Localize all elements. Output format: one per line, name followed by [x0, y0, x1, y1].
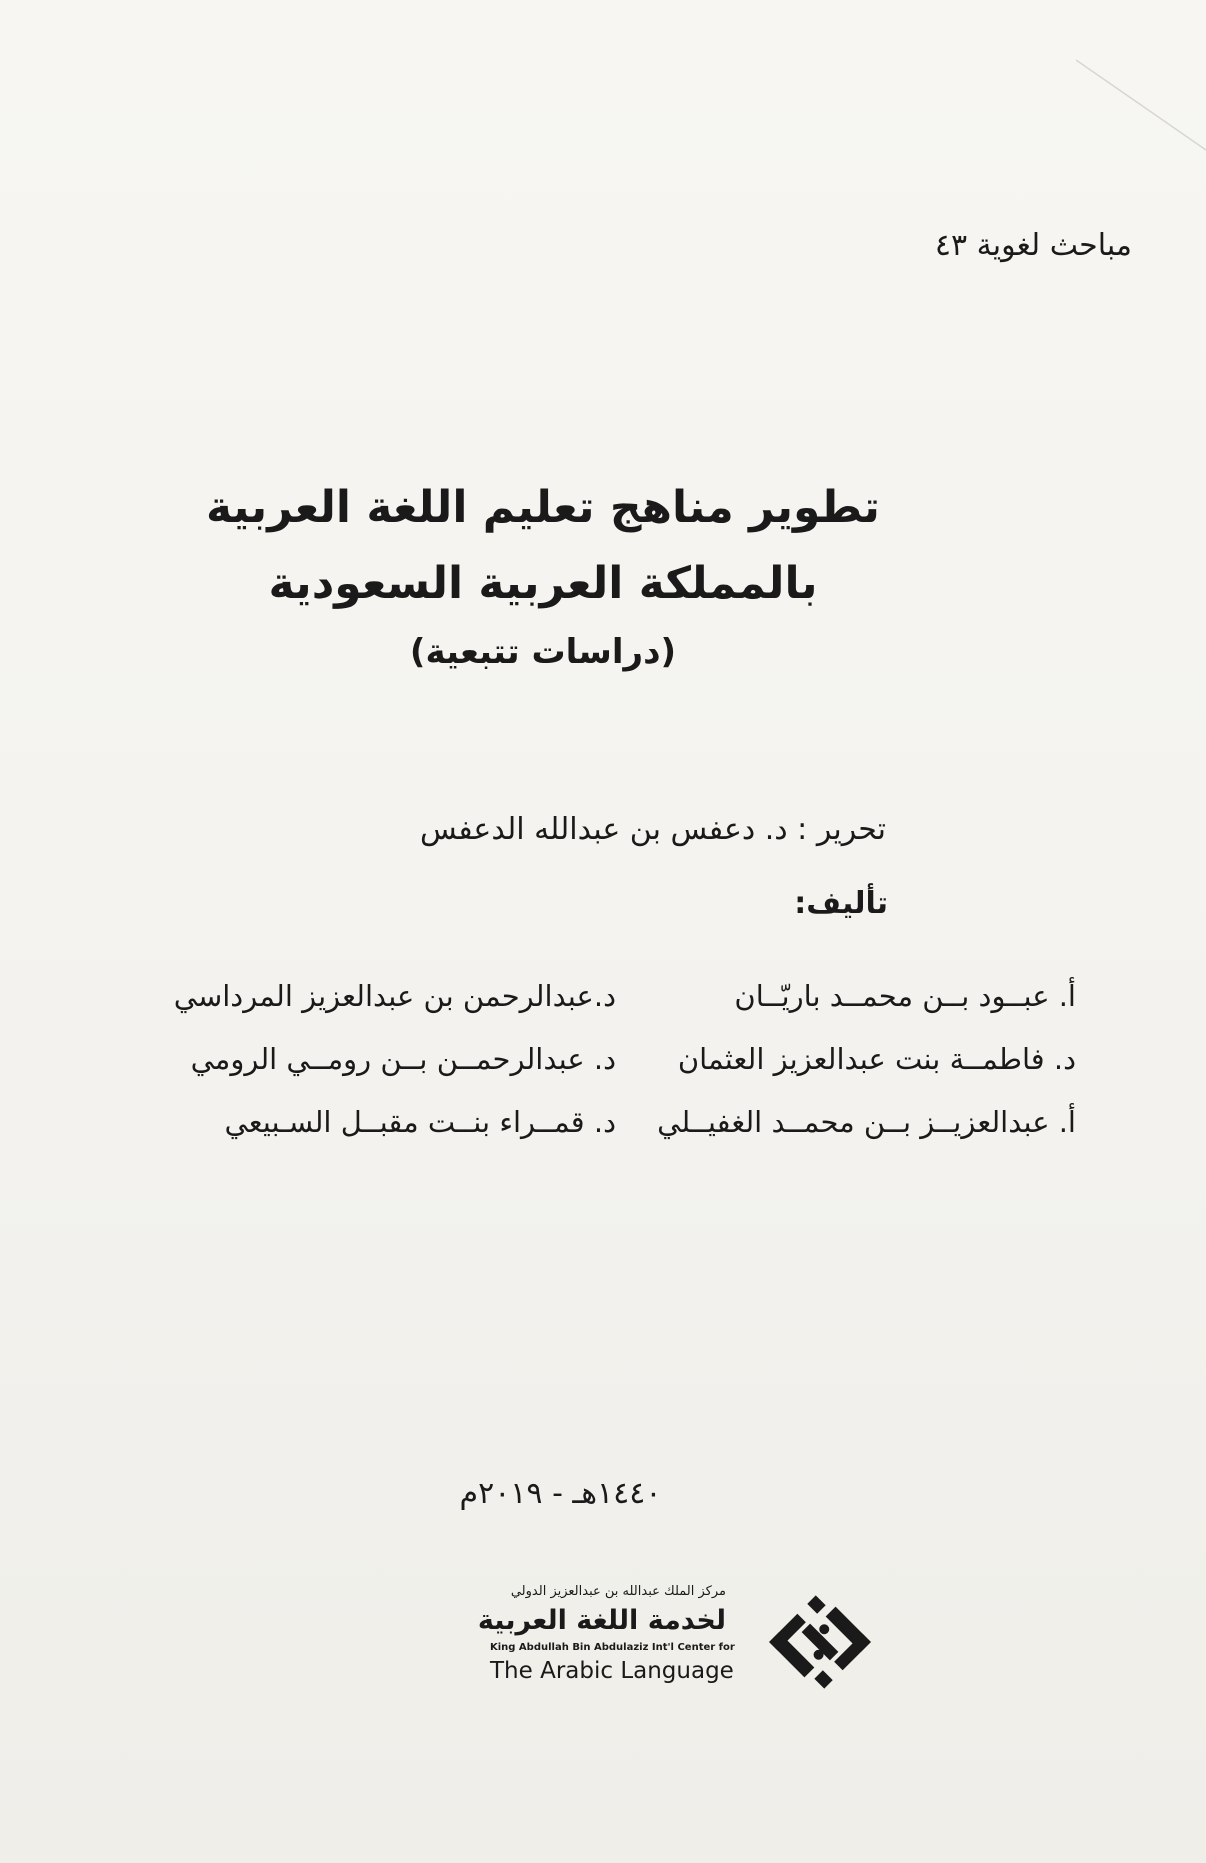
author-name: د. قمــراء بنــت مقبــل السـبيعي: [224, 1105, 616, 1139]
authorship-label: تأليف:: [794, 886, 888, 921]
author-name: د.عبدالرحمن بن عبدالعزيز المرداسي: [173, 979, 616, 1013]
logo-english-small: King Abdullah Bin Abdulaziz Int'l Center for: [490, 1642, 735, 1653]
author-row: [116, 965, 1076, 1028]
author-name: د. عبدالرحمــن بــن رومــي الرومي: [190, 1042, 616, 1076]
center-logo: [477, 1582, 890, 1702]
calligraphy-emblem-icon: [750, 1582, 890, 1702]
author-row: [116, 1028, 1076, 1091]
title-line-2: بالمملكة العربية السعودية: [268, 558, 818, 609]
publication-date: ١٤٤٠هـ - ٢٠١٩م: [459, 1476, 662, 1511]
logo-text: [477, 1582, 735, 1686]
author-row: [116, 1091, 1076, 1154]
logo-arabic-small: مركز الملك عبدالله بن عبدالعزيز الدولي: [510, 1584, 726, 1599]
author-name: د. فاطمــة بنت عبدالعزيز العثمان: [677, 1042, 1076, 1076]
subtitle: (دراسات تتبعية): [409, 632, 677, 672]
page-crease: [1076, 0, 1206, 180]
title-block: [0, 470, 1206, 682]
authors-list: [116, 965, 1076, 1154]
author-name: أ. عبدالعزيــز بــن محمــد الغفيــلي: [657, 1105, 1076, 1139]
logo-arabic-main: لخدمة اللغة العربية: [477, 1605, 726, 1636]
series-label: مباحث لغوية ٤٣: [934, 228, 1132, 263]
editor-line: تحرير : د. دعفس بن عبدالله الدعفس: [420, 812, 886, 847]
title-line-1: تطوير مناهج تعليم اللغة العربية: [206, 482, 880, 533]
author-name: أ. عبــود بــن محمــد باريّــان: [734, 979, 1076, 1013]
logo-english-main: The Arabic Language: [490, 1658, 734, 1684]
